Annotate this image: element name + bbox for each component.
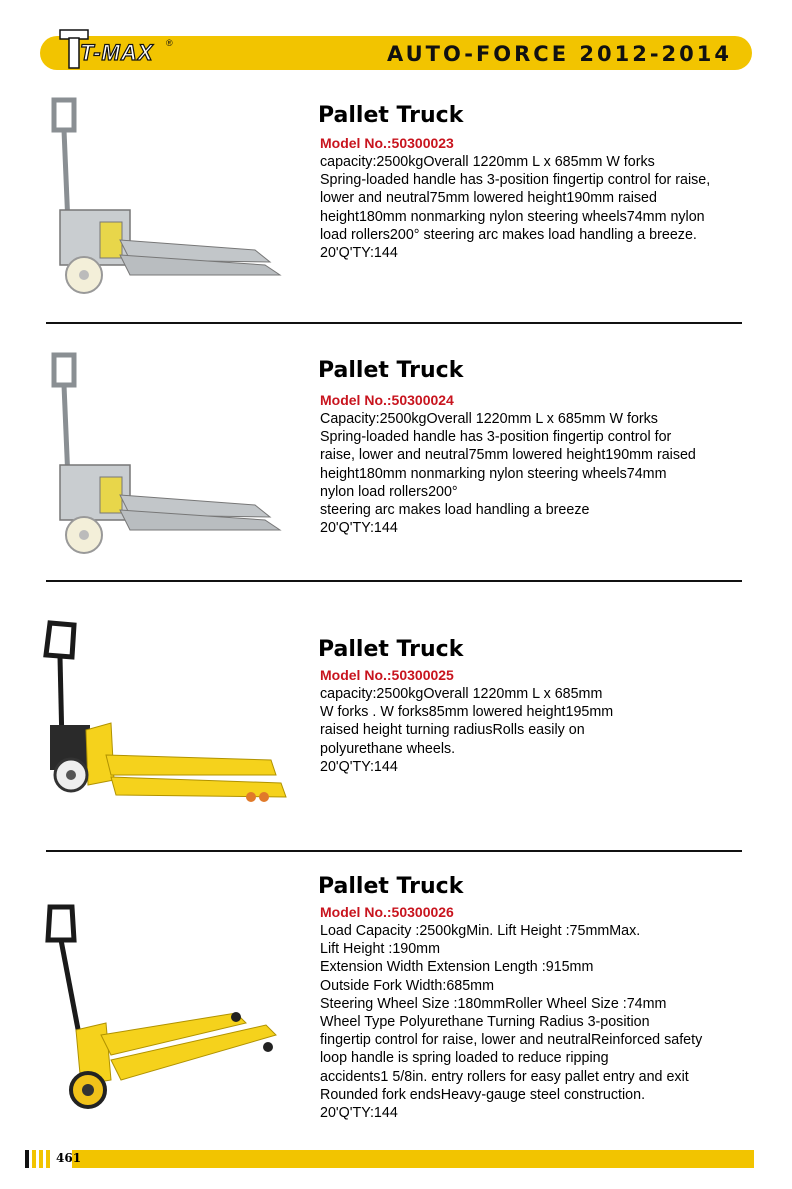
page-number: 461 (56, 1151, 82, 1165)
product-image-1 (40, 90, 290, 305)
product-description: Load Capacity :2500kgMin. Lift Height :75mmMax. Lift Height :190mm Extension Width Extension Length :915mm Outside Fork Width:685mm Steering Wheel Size :180mmRoller Wheel Size :74mm Wheel Type Polyurethane Turning Radius 3-position fingertip control for raise, lower and neutralReinforced safety loop handle is spring loaded to reduce ripping accidents1 5/8in. entry rollers for easy pallet entry and exit Rounded fork endsHeavy-gauge steel construction. 20'Q'TY:144 (320, 923, 703, 1122)
brand-logo: T-MAX (80, 40, 154, 65)
product-image-4 (36, 895, 296, 1110)
page-marker-icon (25, 1150, 55, 1168)
divider (46, 580, 742, 582)
divider (46, 322, 742, 324)
registered-mark: ® (166, 38, 173, 48)
series-title: AUTO-FORCE 2012-2014 (387, 42, 732, 66)
product-title: Pallet Truck (318, 358, 464, 383)
product-description: Capacity:2500kgOverall 1220mm L x 685mm W forks Spring-loaded handle has 3-position fingertip control for raise, lower and neutral75mm lowered height190mm raised height180mm nonmarking nylon steering wheels74mm nylon load rollers200° steering arc makes load handling a breeze 20'Q'TY:144 (320, 411, 696, 537)
model-number: Model No.:50300026 (320, 904, 454, 920)
footer-bar (72, 1150, 754, 1168)
product-title: Pallet Truck (318, 874, 464, 899)
model-number: Model No.:50300024 (320, 392, 454, 408)
product-image-3 (36, 615, 296, 805)
divider (46, 850, 742, 852)
model-number: Model No.:50300023 (320, 135, 454, 151)
product-description: capacity:2500kgOverall 1220mm L x 685mm W forks Spring-loaded handle has 3-position fingertip control for raise, lower and neutral75mm lowered height190mm raised height180mm nonmarking nylon steering wheels74mm nylon load rollers200° steering arc makes load handling a breeze. 20'Q'TY:144 (320, 154, 711, 262)
product-image-2 (40, 345, 290, 560)
product-description: capacity:2500kgOverall 1220mm L x 685mm W forks . W forks85mm lowered height195mm raised height turning radiusRolls easily on polyurethane wheels. 20'Q'TY:144 (320, 686, 614, 775)
product-title: Pallet Truck (318, 637, 464, 662)
product-title: Pallet Truck (318, 103, 464, 128)
model-number: Model No.:50300025 (320, 667, 454, 683)
